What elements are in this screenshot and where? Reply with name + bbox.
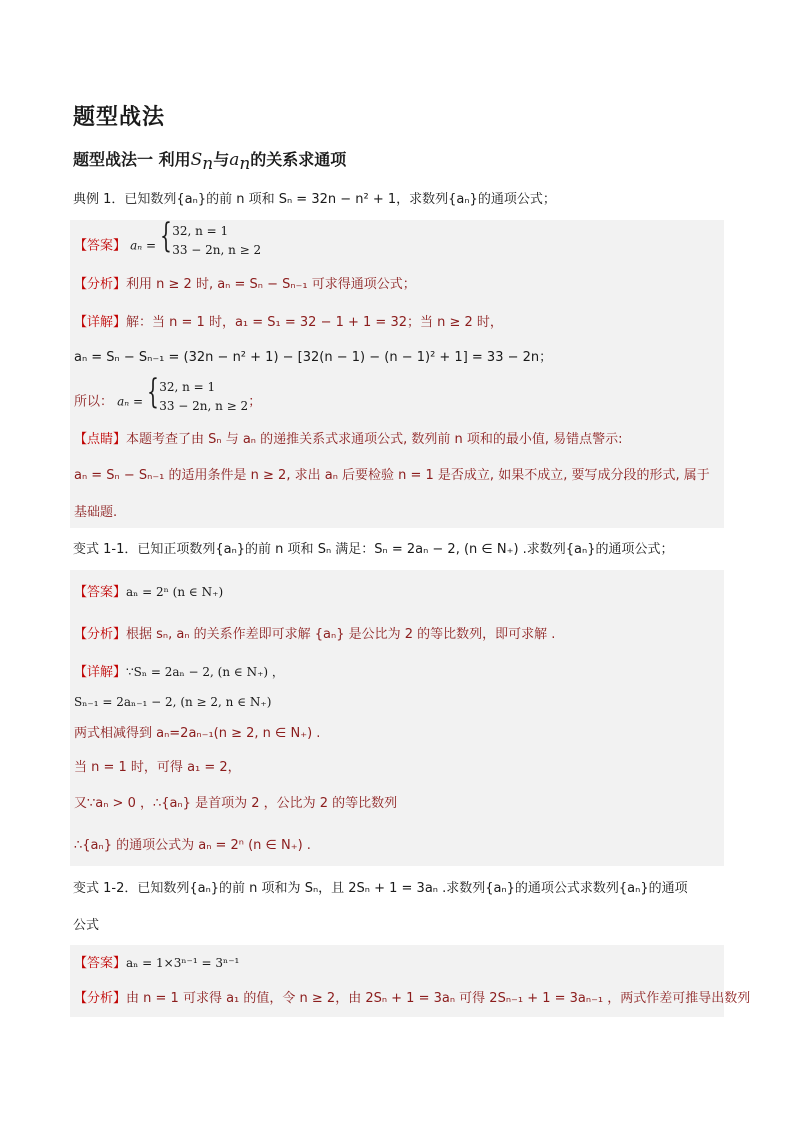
section-heading-s: S	[190, 150, 203, 170]
answer-tag: 【答案】	[74, 238, 127, 254]
answer-case-2: 33 − 2n, n ≥ 2	[172, 243, 262, 257]
example-3-question-line-1: 变式 1-2．已知数列{aₙ}的前 n 项和为 Sₙ，且 2Sₙ + 1 = 3aₙ .求数列{aₙ}的通项公式求数列{aₙ}的通项	[73, 881, 688, 896]
example-1-solution-block	[70, 220, 724, 528]
example-2-detail-line-2: Sₙ₋₁ = 2aₙ₋₁ − 2, (n ≥ 2, n ∈ N₊)	[74, 695, 272, 709]
analysis-text: 根据 sₙ, aₙ 的关系作差即可求解 {aₙ} 是公比为 2 的等比数列，即可求解 .	[126, 627, 556, 642]
example-3-question-line-2: 公式	[73, 918, 100, 933]
so-label: 所以：	[74, 394, 114, 410]
example-1-detail-line-1	[74, 313, 503, 333]
example-2-detail-line-3: 两式相减得到 aₙ=2aₙ₋₁(n ≥ 2, n ∈ N₊) .	[74, 726, 321, 741]
section-heading-a: a	[229, 150, 240, 170]
example-2-detail-line-5: 又∵aₙ > 0 ，∴{aₙ} 是首项为 2 ，公比为 2 的等比数列	[74, 796, 398, 811]
example-1-detail-line-2: aₙ = Sₙ − Sₙ₋₁ = (32n − n² + 1) − [32(n − 1) − (n − 1)² + 1] = 33 − 2n；	[74, 350, 553, 365]
example-1-remark-line-1	[74, 430, 623, 450]
analysis-tag: 【分析】	[74, 991, 127, 1006]
analysis-text: 利用 n ≥ 2 时, aₙ = Sₙ − Sₙ₋₁ 可求得通项公式；	[126, 277, 416, 292]
example-1-answer	[74, 224, 262, 260]
section-heading-prefix: 题型战法一 利用	[73, 150, 191, 169]
section-heading-suffix: 的关系求通项	[250, 150, 347, 169]
example-2-analysis	[74, 625, 555, 645]
answer-text: aₙ = 1×3ⁿ⁻¹ = 3ⁿ⁻¹	[126, 956, 240, 970]
example-1-remark-line-2: aₙ = Sₙ − Sₙ₋₁ 的适用条件是 n ≥ 2, 求出 aₙ 后要检验 n = 1 是否成立, 如果不成立, 要写成分段的形式, 属于	[74, 468, 710, 483]
answer-case-1: { 32, n = 1	[172, 224, 229, 238]
detail-text-1: 解：当 n = 1 时，a₁ = S₁ = 32 − 1 + 1 = 32；当 n ≥ 2 时，	[126, 315, 503, 330]
so-lhs: aₙ =	[117, 394, 144, 409]
example-2-detail-line-1	[74, 662, 284, 683]
answer-lhs: aₙ =	[130, 238, 157, 253]
section-heading-sub-n: n	[202, 154, 214, 175]
analysis-text: 由 n = 1 可求得 a₁ 的值，令 n ≥ 2，由 2Sₙ + 1 = 3aₙ 可得 2Sₙ₋₁ + 1 = 3aₙ₋₁ ，两式作差可推导出数列	[126, 991, 751, 1006]
section-heading	[73, 147, 346, 174]
so-case-1: { 32, n = 1	[159, 380, 216, 394]
detail-tag: 【详解】	[74, 665, 127, 680]
detail-text-1: ∵Sₙ = 2aₙ − 2, (n ∈ N₊) ，	[126, 665, 284, 679]
example-3-solution-block	[70, 945, 751, 1017]
example-2-detail-line-4: 当 n = 1 时，可得 a₁ = 2，	[74, 760, 241, 775]
example-2-question: 变式 1-1．已知正项数列{aₙ}的前 n 项和 Sₙ 满足：Sₙ = 2aₙ − 2, (n ∈ N₊) .求数列{aₙ}的通项公式；	[73, 542, 674, 557]
example-2-solution-block	[70, 570, 724, 866]
so-cases	[147, 380, 249, 416]
section-heading-sub-n2: n	[239, 154, 251, 175]
section-heading-mid: 与	[213, 150, 230, 169]
answer-tag: 【答案】	[74, 585, 127, 600]
example-1-analysis	[74, 275, 416, 295]
example-3-answer	[74, 953, 239, 974]
example-2-answer	[74, 582, 223, 603]
detail-tag: 【详解】	[74, 315, 127, 330]
answer-cases	[160, 224, 262, 260]
answer-tag: 【答案】	[74, 956, 127, 971]
example-2-detail-line-6: ∴{aₙ} 的通项公式为 aₙ = 2ⁿ (n ∈ N₊) .	[74, 838, 311, 853]
analysis-tag: 【分析】	[74, 277, 127, 292]
so-case-2: 33 − 2n, n ≥ 2	[159, 399, 249, 413]
answer-text: aₙ = 2ⁿ (n ∈ N₊)	[126, 585, 224, 599]
example-1-question: 典例 1．已知数列{aₙ}的前 n 项和 Sₙ = 32n − n² + 1，求数列{aₙ}的通项公式；	[73, 192, 556, 207]
remark-tag: 【点睛】	[74, 432, 127, 447]
page-title: 题型战法	[73, 105, 166, 130]
analysis-tag: 【分析】	[74, 627, 127, 642]
example-1-conclusion	[74, 380, 262, 416]
remark-text-1: 本题考查了由 Sₙ 与 aₙ 的递推关系式求通项公式, 数列前 n 项和的最小值, 易错点警示:	[126, 432, 623, 447]
so-end: ；	[248, 394, 262, 410]
example-1-remark-line-3: 基础题.	[74, 505, 118, 520]
example-3-analysis	[74, 989, 750, 1009]
